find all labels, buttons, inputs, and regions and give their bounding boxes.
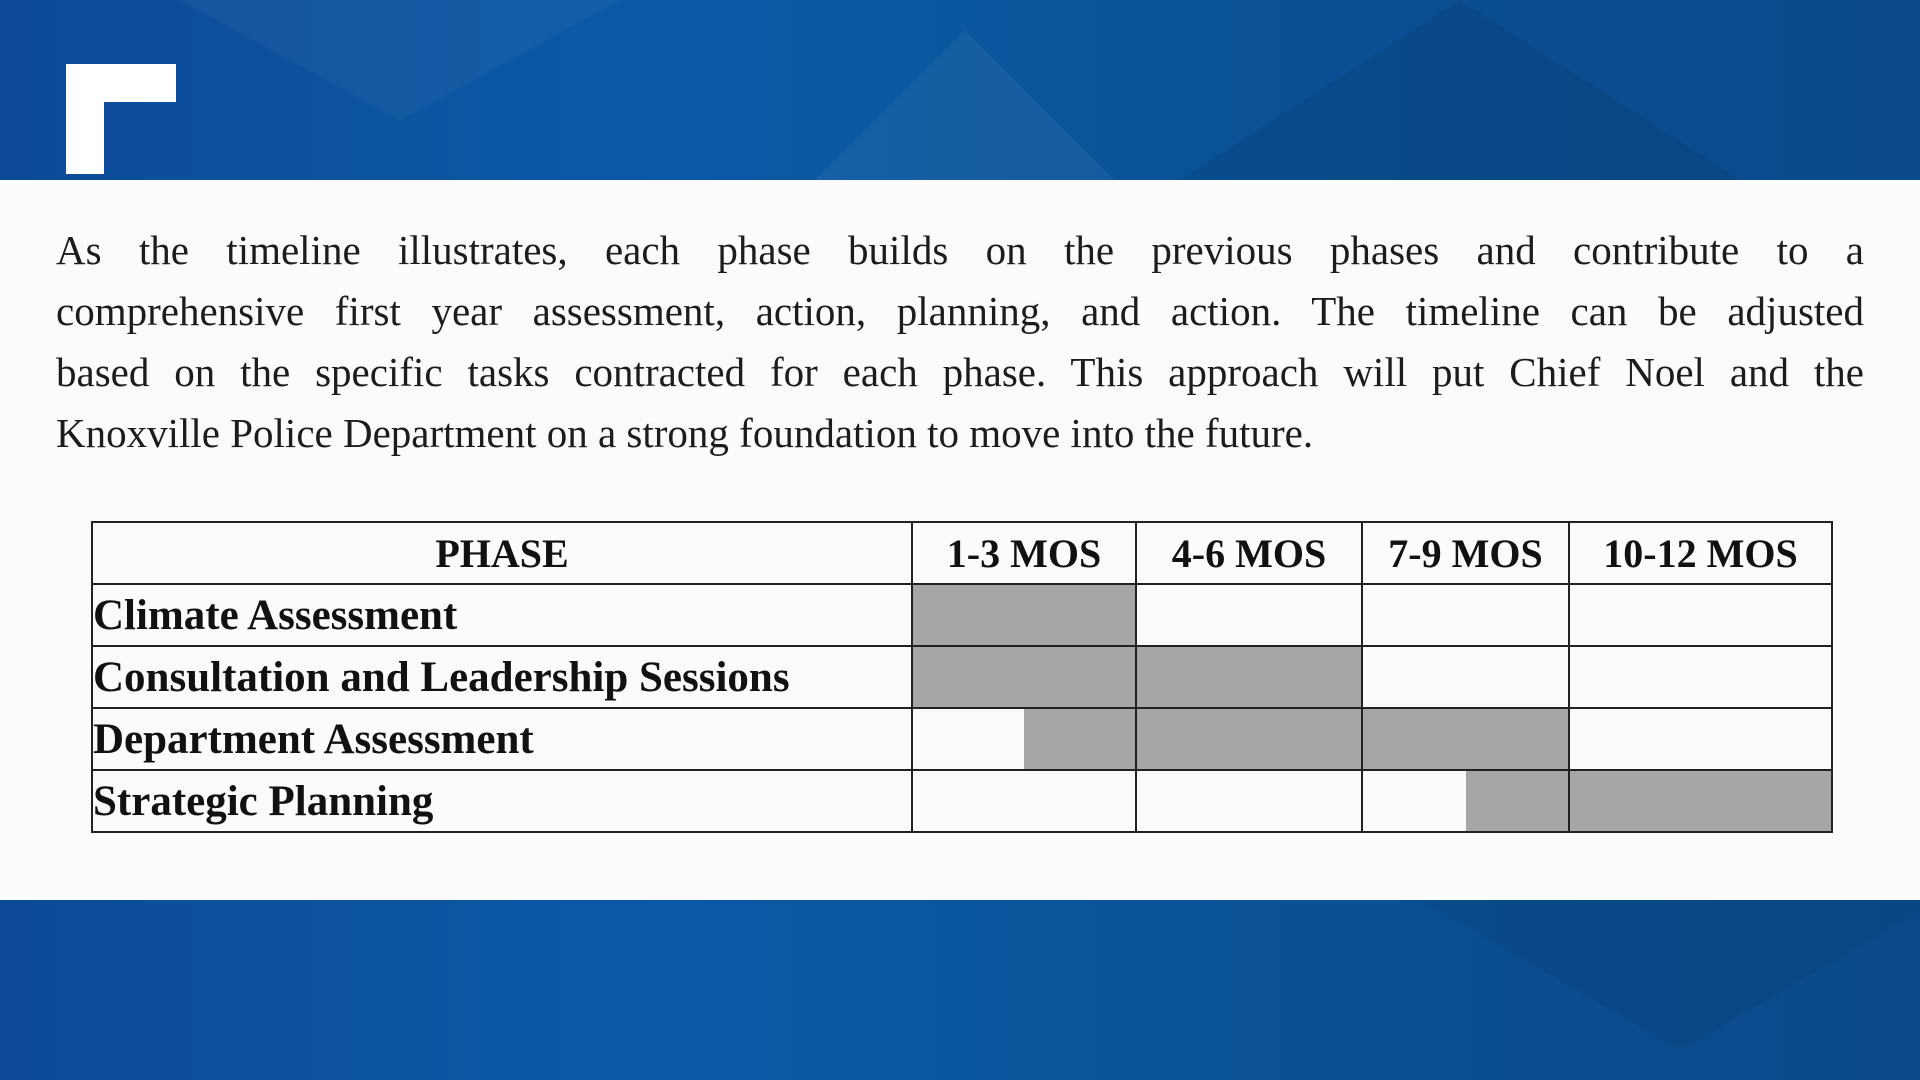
timeline-cell: [1362, 646, 1569, 708]
paragraph-line: As the timeline illustrates, each phase builds on the previous phases and contribute to a: [56, 227, 1864, 273]
timeline-cell: [1362, 584, 1569, 646]
table-row: [92, 646, 1832, 708]
timeline-bar: [1363, 709, 1568, 769]
timeline-cell: [912, 708, 1136, 770]
paragraph-line: based on the specific tasks contracted for each phase. This approach will put Chief Noel and the: [56, 349, 1864, 395]
timeline-cell: [1569, 646, 1832, 708]
timeline-cell: [912, 584, 1136, 646]
timeline-cell: [1136, 584, 1362, 646]
header-months-4-6: 4-6 MOS: [1136, 522, 1362, 584]
table-row: [92, 584, 1832, 646]
timeline-bar: [913, 647, 1135, 707]
timeline-cell: [1136, 770, 1362, 832]
phase-name: Strategic Planning: [92, 770, 912, 832]
phase-name: Department Assessment: [92, 708, 912, 770]
banner-shape: [815, 30, 1115, 180]
timeline-cell: [1569, 708, 1832, 770]
header-months-10-12: 10-12 MOS: [1569, 522, 1832, 584]
table-row: [92, 708, 1832, 770]
timeline-cell: [1569, 770, 1832, 832]
phase-name: Climate Assessment: [92, 584, 912, 646]
top-banner: [0, 0, 1920, 180]
header-months-1-3: 1-3 MOS: [912, 522, 1136, 584]
banner-shape: [1420, 900, 1920, 1050]
bottom-banner: [0, 900, 1920, 1080]
timeline-table: [91, 521, 1833, 833]
timeline-cell: [912, 646, 1136, 708]
timeline-cell: [912, 770, 1136, 832]
corner-bracket-icon: [66, 64, 104, 174]
timeline-bar: [913, 585, 1135, 645]
timeline-cell: [1136, 708, 1362, 770]
timeline-cell: [1569, 584, 1832, 646]
paragraph-line: Knoxville Police Department on a strong foundation to move into the future.: [56, 410, 1314, 456]
timeline-cell: [1362, 770, 1569, 832]
paragraph-line: comprehensive first year assessment, action, planning, and action. The timeline can be adjusted: [56, 288, 1864, 334]
timeline-bar: [1570, 771, 1831, 831]
banner-shape: [180, 0, 620, 120]
document-excerpt: [0, 180, 1920, 900]
timeline-bar: [1137, 709, 1361, 769]
timeline-bar: [1024, 709, 1135, 769]
phase-name: Consultation and Leadership Sessions: [92, 646, 912, 708]
banner-shape: [1180, 0, 1740, 180]
header-months-7-9: 7-9 MOS: [1362, 522, 1569, 584]
table-row: [92, 770, 1832, 832]
timeline-cell: [1362, 708, 1569, 770]
intro-paragraph: [56, 220, 1864, 464]
table-header-row: [92, 522, 1832, 584]
header-phase: PHASE: [92, 522, 912, 584]
timeline-bar: [1466, 771, 1569, 831]
timeline-cell: [1136, 646, 1362, 708]
timeline-bar: [1137, 647, 1361, 707]
